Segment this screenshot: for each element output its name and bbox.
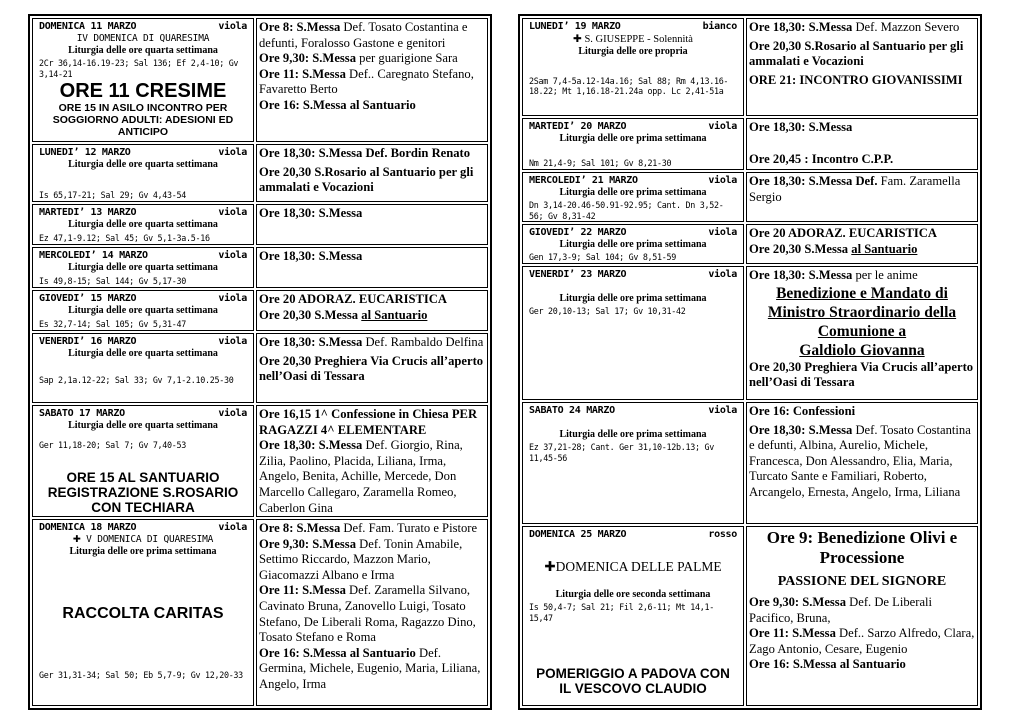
liturgy-hours: Liturgia delle ore quarta settimana [68,305,218,316]
mass-schedule: Ore 18,30: S.Messa [256,204,488,245]
day-info [522,402,744,524]
liturgy-hours: Liturgia delle ore propria [578,46,688,57]
liturgical-color: viola [708,121,737,132]
day-date: VENERDI’ 23 MARZO [529,269,627,280]
readings: Ez 47,1-9.12; Sal 45; Gv 5,1-3a.5-16 [39,232,210,243]
passion-title: PASSIONE DEL SIGNORE [777,574,947,589]
mass-schedule: Ore 16,15 1^ Confessione in Chiesa PER RAGAZZI 4^ ELEMENTARE Ore 18,30: S.Messa Def. Giorgio, Rina, Zilia, Paolino, Placida, Liliana, Irma, Angelo, Benita, Achille, Mercede, Don Marcello Callegaro, Zaramella Romeo, Caberlon Gina [256,405,488,517]
day-date: SABATO 17 MARZO [39,408,125,419]
day-info [32,519,254,706]
asilo-note: ORE 15 IN ASILO INCONTRO PER SOGGIORNO ADULTI: ADESIONI ED ANTICIPO [52,102,234,138]
cross-icon: ✚ [72,534,81,545]
liturgy-hours: Liturgia delle ore seconda settimana [555,589,711,600]
readings: Es 32,7-14; Sal 105; Gv 5,31-47 [39,318,187,329]
day-row-wed21 [522,172,978,222]
day-feast: IV DOMENICA DI QUARESIMA [76,33,210,44]
mass-schedule: Ore 18,30: S.Messa Def. Fam. Zaramella Sergio [746,172,978,222]
liturgical-color: viola [708,405,737,416]
liturgy-hours: Liturgia delle ore quarta settimana [68,420,218,431]
mass-schedule: Ore 18,30: S.Messa Ore 20,45 : Incontro C.P.P. [746,118,978,170]
day-date: DOMENICA 18 MARZO [39,522,137,533]
day-row-sun18 [32,519,488,706]
day-row-fri23 [522,266,978,400]
liturgical-color: viola [708,227,737,238]
readings: 2Sam 7,4-5a.12-14a.16; Sal 88; Rm 4,13.16-18.22; Mt 1,16.18-21.24a opp. Lc 2,41-51a [529,75,729,96]
liturgical-color: viola [218,250,247,261]
right-page [518,14,982,710]
day-date: GIOVEDI’ 15 MARZO [39,293,137,304]
day-row-wed14 [32,247,488,288]
mass-schedule: Ore 8: S.Messa Def. Tosato Costantina e defunti, Foralosso Gastone e genitori Ore 9,30: S.Messa per guarigione Sara Ore 11: S.Messa Def.. Caregnato Stefano, Favaretto Berto Ore 16: S.Messa al Santuario [256,18,488,142]
day-row-mon12 [32,144,488,202]
readings: Ger 20,10-13; Sal 17; Gv 10,31-42 [529,306,686,316]
mass-schedule: Ore 18,30: S.Messa Def. Mazzon Severo Ore 20,30 S.Rosario al Santuario per gli ammalati e Vocazioni ORE 21: INCONTRO GIOVANISSIMI [746,18,978,116]
day-row-mon19 [522,18,978,116]
day-feast: S. GIUSEPPE - Solennità [584,34,693,45]
mass-schedule: Ore 20 ADORAZ. EUCARISTICA Ore 20,30 S.Messa al Santuario [256,290,488,331]
liturgy-hours: Liturgia delle ore prima settimana [559,239,707,250]
day-row-thu22 [522,224,978,264]
liturgy-hours: Liturgia delle ore prima settimana [559,429,707,440]
day-row-tue20 [522,118,978,170]
day-date: MERCOLEDI’ 21 MARZO [529,175,638,186]
mass-schedule: Ore 18,30: S.Messa Def. Rambaldo Delfina Ore 20,30 Preghiera Via Crucis all’aperto nell’Oasi di Tessara [256,333,488,403]
day-info [32,290,254,331]
day-date: MARTEDI’ 20 MARZO [529,121,627,132]
readings: Is 65,17-21; Sal 29; Gv 4,43-54 [39,189,187,200]
day-info [522,224,744,264]
mass-schedule: Ore 8: S.Messa Def. Fam. Turato e Pistore Ore 9,30: S.Messa Def. Tonin Amabile, Settimo Riccardo, Mazzon Mario, Giacomazzi Albano e Irma Ore 11: S.Messa Def. Zaramella Silvano, Cavinato Bruna, Zanovello Luigi, Tosato Stefano, De Liberali Roma, Ragazzo Dino, Tosato Stefano e Roma Ore 16: S.Messa al Santuario Def. Germina, Michele, Eugenio, Maria, Liliana, Angelo, Irma [256,519,488,706]
day-feast: DOMENICA DELLE PALME [555,559,722,574]
liturgy-hours: Liturgia delle ore quarta settimana [68,348,218,359]
liturgical-color: viola [218,336,247,347]
day-info [522,172,744,222]
day-info [32,18,254,142]
liturgical-color: viola [218,293,247,304]
liturgical-color: viola [218,408,247,419]
cross-icon: ✚ [544,559,556,575]
liturgical-color: viola [218,522,247,533]
day-info [522,266,744,400]
day-date: DOMENICA 25 MARZO [529,529,627,540]
day-row-fri16 [32,333,488,403]
liturgy-hours: Liturgia delle ore prima settimana [559,133,707,144]
day-row-tue13 [32,204,488,245]
day-date: GIOVEDI’ 22 MARZO [529,227,627,238]
liturgical-color: bianco [702,21,737,32]
day-date: DOMENICA 11 MARZO [39,21,137,32]
day-row-sat24 [522,402,978,524]
readings: Ez 37,21-28; Cant. Ger 31,10-12b.13; Gv 11,45-56 [529,442,714,463]
day-info [32,247,254,288]
cresime-announcement: ORE 11 CRESIME [59,80,227,102]
day-info [522,526,744,706]
mass-schedule: Ore 18,30: S.Messa per le anime Benedizione e Mandato di Ministro Straordinario della Comunione a Galdiolo Giovanna Ore 20,30 Preghiera Via Crucis all’aperto nell’Oasi di Tessara [746,266,978,400]
mass-schedule: Ore 18,30: S.Messa Def. Bordin Renato Ore 20,30 S.Rosario al Santuario per gli ammalati e Vocazioni [256,144,488,202]
liturgical-color: viola [218,21,247,32]
day-info [522,118,744,170]
liturgy-hours: Liturgia delle ore quarta settimana [68,219,218,230]
mass-schedule: Ore 9: Benedizione Olivi e Processione PASSIONE DEL SIGNORE Ore 9,30: S.Messa Def. De Liberali Pacifico, Bruna, Ore 11: S.Messa Def.. Sarzo Alfredo, Clara, Zago Antonio, Cesare, Eugenio Ore 16: S.Messa al Santuario [746,526,978,706]
day-row-sun11 [32,18,488,142]
day-info [32,333,254,403]
caritas-announcement: RACCOLTA CARITAS [62,604,224,622]
liturgy-hours: Liturgia delle ore quarta settimana [68,159,218,170]
liturgy-hours: Liturgia delle ore prima settimana [559,293,707,304]
readings: Ger 11,18-20; Sal 7; Gv 7,40-53 [39,440,187,450]
day-row-sun25 [522,526,978,706]
day-date: VENERDI’ 16 MARZO [39,336,137,347]
olivi-procession: Ore 9: Benedizione Olivi e Processione [766,528,958,567]
liturgical-color: viola [708,175,737,186]
padova-note: POMERIGGIO A PADOVA CON IL VESCOVO CLAUDIO [536,666,730,696]
day-date: MERCOLEDI’ 14 MARZO [39,250,148,261]
day-date: SABATO 24 MARZO [529,405,615,416]
readings: Sap 2,1a.12-22; Sal 33; Gv 7,1-2.10.25-30 [39,375,234,386]
readings: Nm 21,4-9; Sal 101; Gv 8,21-30 [529,157,672,168]
cross-icon: ✚ [573,33,582,45]
liturgical-color: viola [218,147,247,158]
liturgy-hours: Liturgia delle ore quarta settimana [68,45,218,56]
day-row-thu15 [32,290,488,331]
day-info [32,405,254,517]
readings: Gen 17,3-9; Sal 104; Gv 8,51-59 [529,251,677,262]
day-info [32,204,254,245]
liturgical-color: viola [708,269,737,280]
day-info [522,18,744,116]
mass-schedule: Ore 16: Confessioni Ore 18,30: S.Messa Def. Tosato Costantina e defunti, Albina, Aurelio, Michele, Francesca, Don Alessandro, Elia, Maria, Turcato Sante e Familiari, Roberto, Arcangelo, Ernesta, Angelo, Irma, Liliana [746,402,978,524]
liturgy-hours: Liturgia delle ore prima settimana [559,187,707,198]
readings: 2Cr 36,14-16.19-23; Sal 136; Ef 2,4-10; Gv 3,14-21 [39,58,239,79]
day-row-sat17 [32,405,488,517]
day-feast: V DOMENICA DI QUARESIMA [86,534,214,545]
day-info [32,144,254,202]
mass-schedule: Ore 18,30: S.Messa [256,247,488,288]
day-date: LUNEDI’ 19 MARZO [529,21,621,32]
liturgy-hours: Liturgia delle ore quarta settimana [68,262,218,273]
liturgy-hours: Liturgia delle ore prima settimana [69,546,217,557]
liturgical-color: rosso [708,529,737,540]
readings: Ger 31,31-34; Sal 50; Eb 5,7-9; Gv 12,20-33 [39,669,243,680]
day-date: LUNEDI’ 12 MARZO [39,147,131,158]
day-date: MARTEDI’ 13 MARZO [39,207,137,218]
readings: Dn 3,14-20.46-50.91-92.95; Cant. Dn 3,52-56; Gv 8,31-42 [529,200,724,221]
mandato-title: Benedizione e Mandato di [776,284,948,302]
liturgical-color: viola [218,207,247,218]
left-page [28,14,492,710]
mass-schedule: Ore 20 ADORAZ. EUCARISTICA Ore 20,30 S.Messa al Santuario [746,224,978,264]
rosario-note: ORE 15 AL SANTUARIO REGISTRAZIONE S.ROSARIO CON TECHIARA [47,470,239,515]
readings: Is 49,8-15; Sal 144; Gv 5,17-30 [39,275,187,286]
readings: Is 50,4-7; Sal 21; Fil 2,6-11; Mt 14,1-15,47 [529,602,714,623]
